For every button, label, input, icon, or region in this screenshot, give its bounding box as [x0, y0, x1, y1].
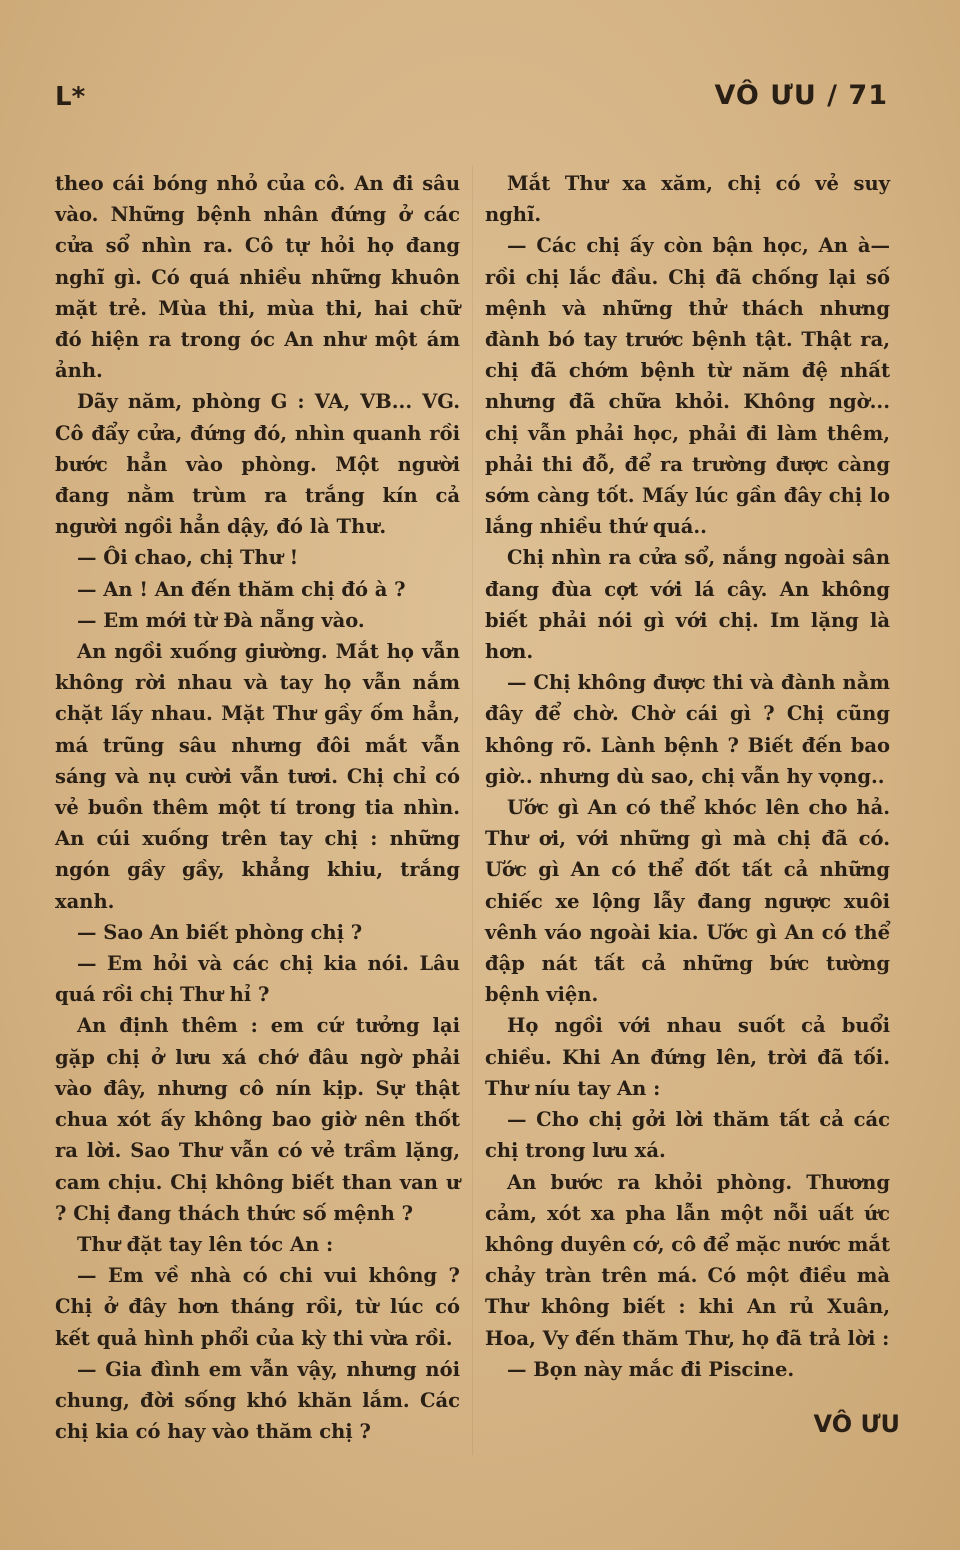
running-header: VÔ ƯU / 71 — [714, 80, 888, 111]
author-signature: VÔ ƯU — [813, 1410, 900, 1438]
dialogue-line: — Em mới từ Đà nẵng vào. — [77, 608, 365, 632]
page-mark: L* — [55, 82, 86, 112]
paragraph: An ngồi xuống giường. Mắt họ vẫn không rời nhau và tay họ vẫn nắm chặt lấy nhau. Mặt Thư gầy ốm hẳn, má trũng sâu nhưng đôi mắt vẫn sáng và nụ cười vẫn tươi. Chị chỉ có vẻ buồn thêm một tí trong tia nhìn. An cúi xuống trên tay chị : những ngón gầy gầy, khẳng khiu, trắng xanh. — [55, 640, 460, 913]
dialogue-line: — An ! An đến thăm chị đó à ? — [77, 577, 406, 601]
paragraph: Họ ngồi với nhau suốt cả buổi chiều. Khi An đứng lên, trời đã tối. Thư níu tay An : — [485, 1014, 890, 1100]
dialogue-line: — Gia đình em vẫn vậy, nhưng nói chung, đời sống khó khăn lắm. Các chị kia có hay vào thăm chị ? — [55, 1357, 460, 1444]
paragraph: Mắt Thư xa xăm, chị có vẻ suy nghĩ. — [485, 172, 890, 227]
right-column — [485, 168, 890, 1385]
paragraph: An bước ra khỏi phòng. Thương cảm, xót xa pha lẫn một nỗi uất ức không duyên cớ, cô để mặc nước mắt chảy tràn trên má. Có một điều mà Thư không biết : khi An rủ Xuân, Hoa, Vy đến thăm Thư, họ đã trả lời : — [485, 1170, 890, 1350]
dialogue-line: — Các chị ấy còn bận học, An à— rồi chị lắc đầu. Chị đã chống lại số mệnh và những thử thách nhưng đành bó tay trước bệnh tật. Thật ra, chị đã chớm bệnh từ năm đệ nhất nhưng đã chữa khỏi. Không ngờ... chị vẫn phải học, phải đi làm thêm, phải thi đỗ, để ra trường được càng sớm càng tốt. Mấy lúc gần đây chị lo lắng nhiều thứ quá.. — [485, 234, 890, 539]
dialogue-line: — Ôi chao, chị Thư ! — [77, 546, 299, 570]
dialogue-line: — Em về nhà có chi vui không ? Chị ở đây hơn tháng rồi, từ lúc có kết quả hình phổi của kỳ thi vừa rồi. — [55, 1264, 460, 1350]
dialogue-line: — Sao An biết phòng chị ? — [77, 920, 363, 944]
left-column — [55, 168, 460, 1447]
dialogue-line: — Chị không được thi và đành nằm đây để chờ. Chờ cái gì ? Chị cũng không rõ. Lành bệnh ? Biết đến bao giờ.. nhưng dù sao, chị vẫn hy vọng.. — [485, 671, 890, 788]
paragraph: Ước gì An có thể khóc lên cho hả. Thư ơi, với những gì mà chị đã có. Ước gì An có thể đốt tất cả những chiếc xe lộng lẫy đang ngược xuôi vênh váo ngoài kia. Ước gì An có thể đập nát tất cả những bức tường bệnh viện. — [485, 796, 890, 1007]
dialogue-line: — Cho chị gởi lời thăm tất cả các chị trong lưu xá. — [485, 1108, 890, 1163]
paragraph: An định thêm : em cứ tưởng lại gặp chị ở lưu xá chớ đâu ngờ phải vào đây, nhưng cô nín kịp. Sự thật chua xót ấy không bao giờ nên thốt ra lời. Sao Thư vẫn có vẻ trầm lặng, cam chịu. Chị không biết than van ư ? Chị đang thách thức số mệnh ? — [55, 1014, 460, 1225]
paragraph: Thư đặt tay lên tóc An : — [77, 1232, 334, 1256]
dialogue-line: — Bọn này mắc đi Piscine. — [507, 1357, 795, 1381]
column-divider — [472, 165, 473, 1455]
paragraph: Dãy năm, phòng G : VA, VB... VG. Cô đẩy cửa, đứng đó, nhìn quanh rồi bước hẳn vào phòng. Một người đang nằm trùm ra trắng kín cả người ngồi hẳn dậy, đó là Thư. — [55, 390, 460, 539]
paragraph: theo cái bóng nhỏ của cô. An đi sâu vào. Những bệnh nhân đứng ở các cửa sổ nhìn ra. Cô tự hỏi họ đang nghĩ gì. Có quá nhiều những khuôn mặt trẻ. Mùa thi, mùa thi, hai chữ đó hiện ra trong óc An như một ám ảnh. — [55, 172, 460, 383]
dialogue-line: — Em hỏi và các chị kia nói. Lâu quá rồi chị Thư hỉ ? — [55, 952, 460, 1007]
paragraph: Chị nhìn ra cửa sổ, nắng ngoài sân đang đùa cợt với lá cây. An không biết phải nói gì với chị. Im lặng là hơn. — [485, 546, 890, 664]
